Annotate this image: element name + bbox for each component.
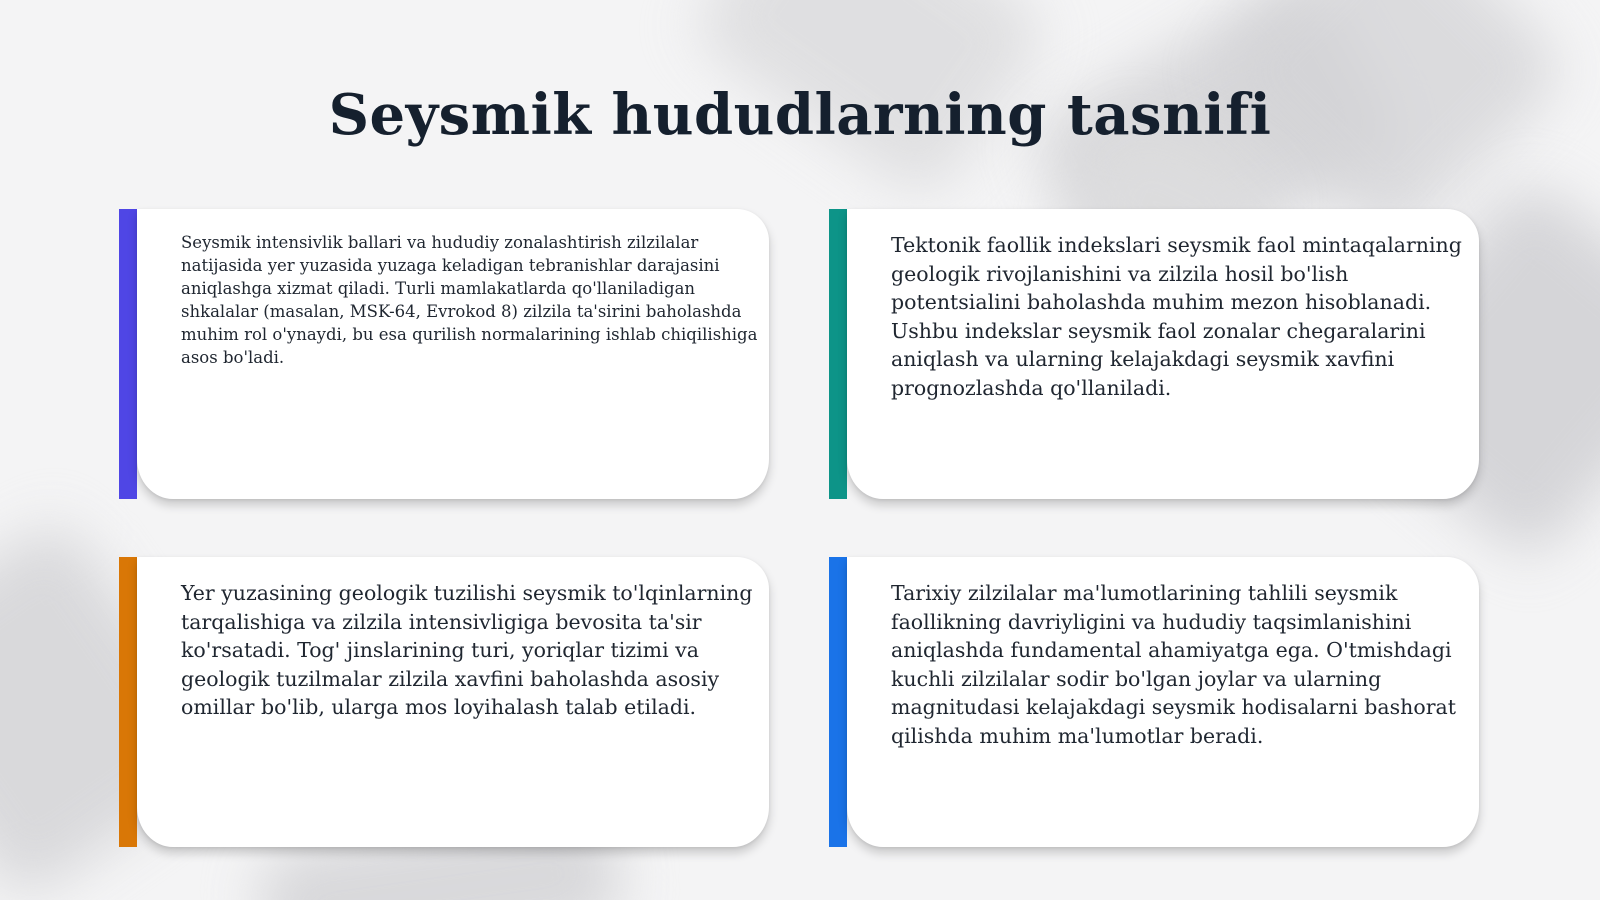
info-card-historical-earthquakes <box>829 557 1479 847</box>
info-card-tectonic-activity <box>829 209 1479 499</box>
card-text: Yer yuzasining geologik tuzilishi seysmik to'lqinlarning tarqalishiga va zilzila intensivligiga bevosita ta'sir ko'rsatadi. Tog' jinslarining turi, yoriqlar tizimi va geologik tuzilmalar zilzila xavfini baholashda asosiy omillar bo'lib, ularga mos loyihalash talab etiladi. <box>181 581 753 720</box>
card-accent-bar <box>119 557 137 847</box>
card-panel <box>847 557 1479 847</box>
slide-title: Seysmik hududlarning tasnifi <box>328 81 1272 148</box>
card-accent-bar <box>829 557 847 847</box>
card-text: Tektonik faollik indekslari seysmik faol mintaqalarning geologik rivojlanishini va zilzila hosil bo'lish potentsialini baholashda muhim mezon hisoblanadi. Ushbu indekslar seysmik faol zonalar chegaralarini aniqlash va ularning kelajakdagi seysmik xavfini prognozlashda qo'llaniladi. <box>891 233 1462 400</box>
card-text: Seysmik intensivlik ballari va hududiy zonalashtirish zilzilalar natijasida yer yuzasida yuzaga keladigan tebranishlar darajasini aniqlashga xizmat qiladi. Turli mamlakatlarda qo'llaniladigan shkalalar (masalan, MSK-64, Evrokod 8) zilzila ta'sirini baholashda muhim rol o'ynaydi, bu esa qurilish normalarining ishlab chiqilishiga asos bo'ladi. <box>181 233 758 367</box>
info-card-seismic-intensity <box>119 209 769 499</box>
info-card-geological-structure <box>119 557 769 847</box>
card-panel <box>847 209 1479 499</box>
card-accent-bar <box>119 209 137 499</box>
card-accent-bar <box>829 209 847 499</box>
card-panel <box>137 557 769 847</box>
card-text: Tarixiy zilzilalar ma'lumotlarining tahlili seysmik faollikning davriyligini va hududiy taqsimlanishini aniqlashda fundamental ahamiyatga ega. O'tmishdagi kuchli zilzilalar sodir bo'lgan joylar va ularning magnitudasi kelajakdagi seysmik hodisalarni bashorat qilishda muhim ma'lumotlar beradi. <box>891 581 1456 748</box>
card-panel <box>137 209 769 499</box>
